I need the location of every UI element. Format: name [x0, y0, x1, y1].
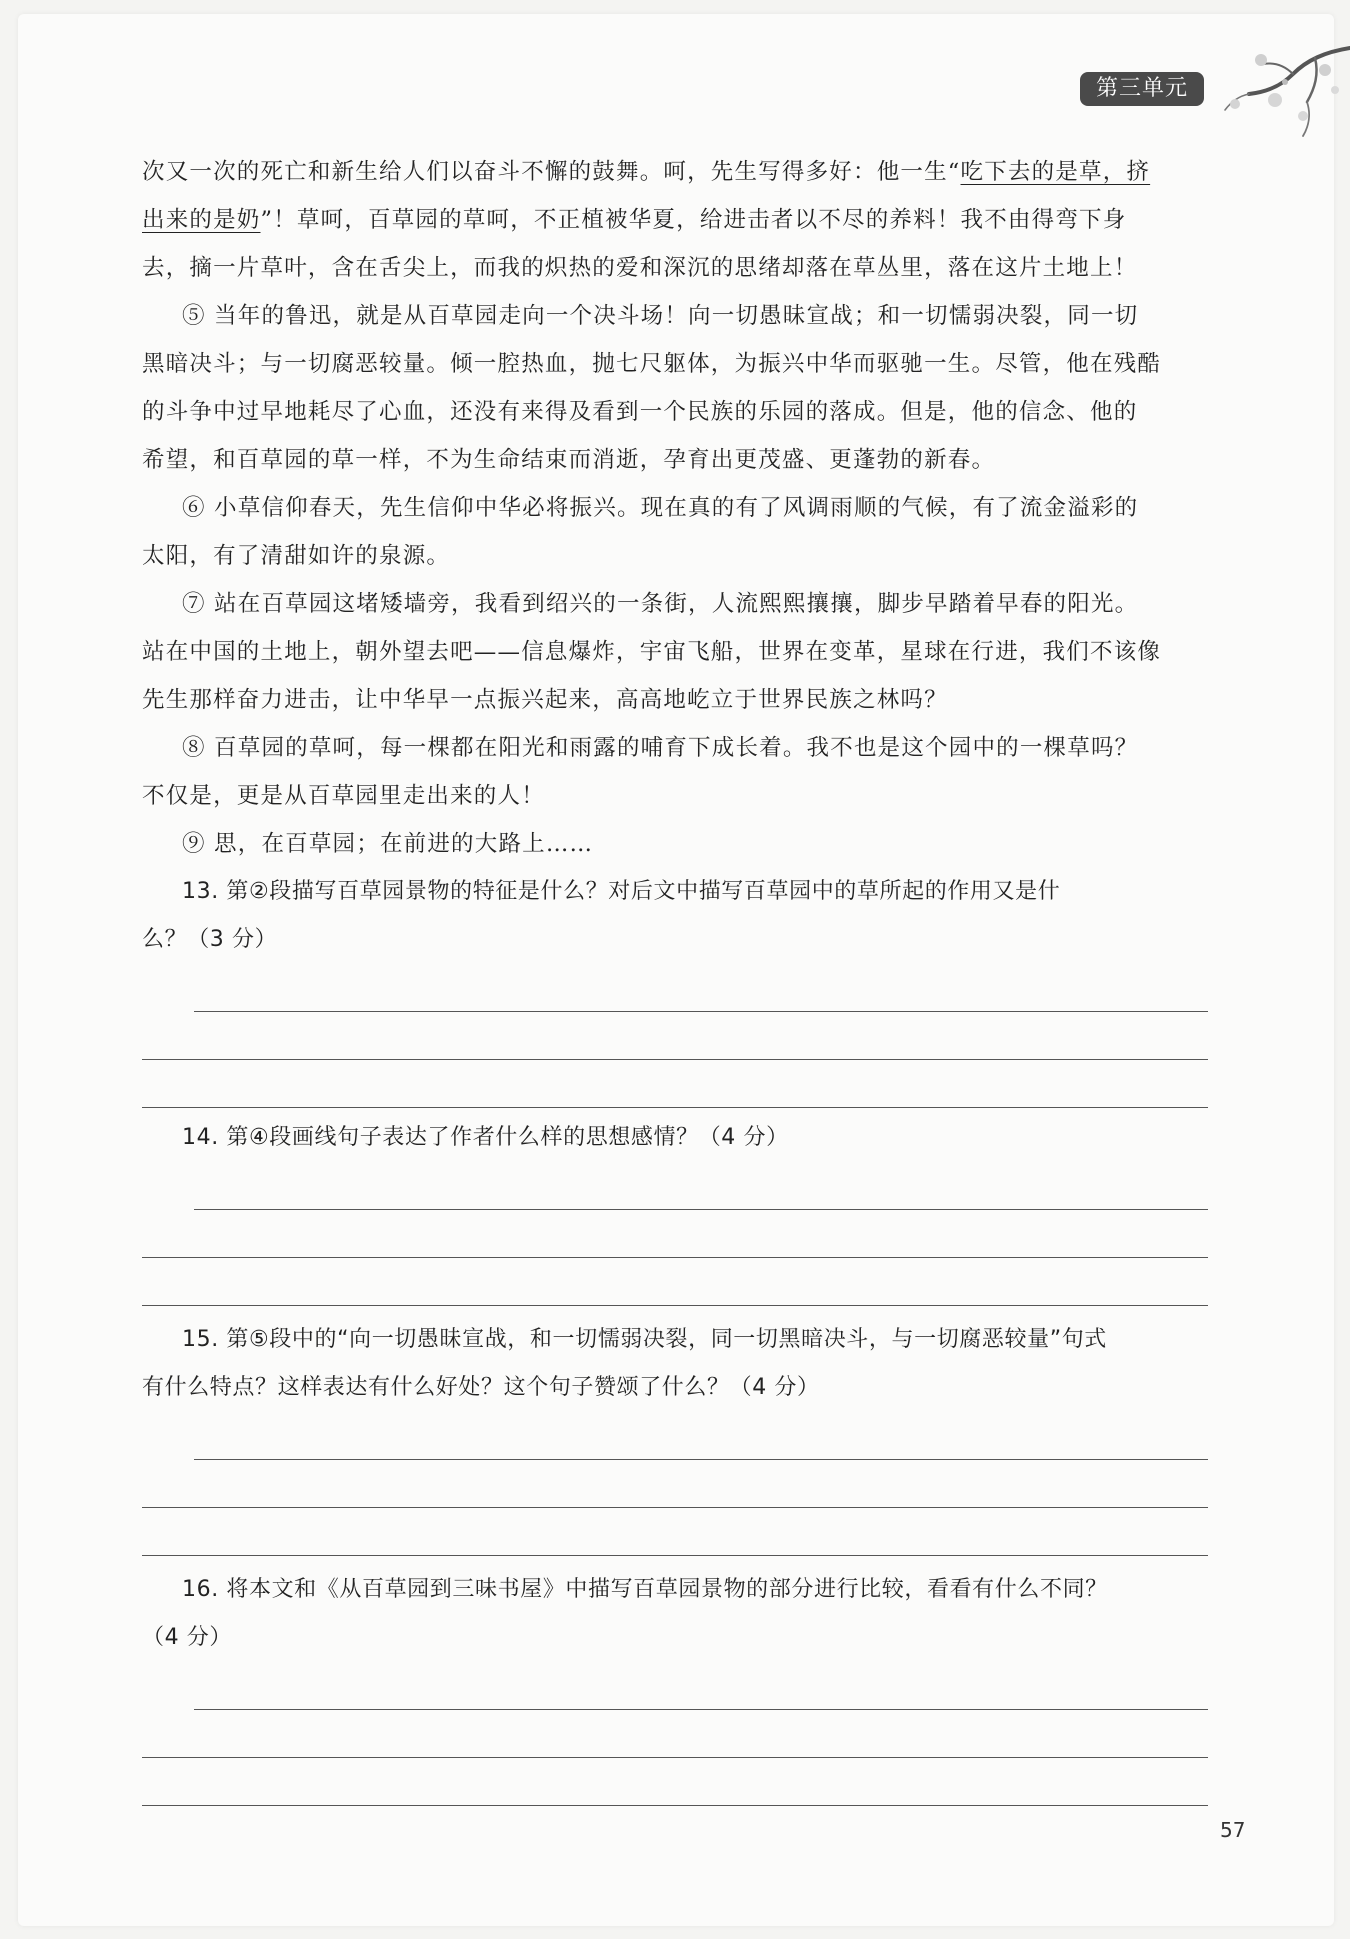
paragraph-5	[142, 292, 1208, 484]
question-text: 15. 第⑤段中的“向一切愚昧宣战，和一切懦弱决裂，同一切黑暗决斗，与一切腐恶较量”句式	[182, 1327, 1107, 1352]
paragraph-8	[142, 724, 1208, 820]
unit-badge: 第三单元	[1080, 72, 1204, 106]
answer-line[interactable]	[194, 1412, 1208, 1460]
plum-branch-icon	[1215, 30, 1350, 150]
answer-line[interactable]	[142, 1508, 1208, 1556]
paragraph-line: ⑧ 百草园的草呵，每一棵都在阳光和雨露的哺育下成长着。我不也是这个园中的一棵草吗？	[182, 735, 1139, 761]
question-text: （4 分）	[142, 1625, 232, 1650]
paragraph-line: 出来的是奶”！草呵，百草园的草呵，不正植被华夏，给进击者以不尽的养料！我不由得弯下身	[142, 207, 1127, 233]
paragraph-line: ⑨ 思，在百草园；在前进的大路上……	[182, 831, 594, 857]
answer-line[interactable]	[142, 1012, 1208, 1060]
paragraph-6	[142, 484, 1208, 580]
answer-line[interactable]	[142, 1060, 1208, 1108]
question-15	[142, 1316, 1208, 1556]
paragraph-line: 先生那样奋力进击，让中华早一点振兴起来，高高地屹立于世界民族之林吗？	[142, 687, 948, 713]
paragraph-line: 太阳，有了清甜如许的泉源。	[142, 543, 451, 569]
answer-line[interactable]	[194, 1162, 1208, 1210]
paragraph-line: 站在中国的土地上，朝外望去吧——信息爆炸，宇宙飞船，世界在变革，星球在行进，我们不该像	[142, 639, 1162, 665]
paragraph-line: 希望，和百草园的草一样，不为生命结束而消逝，孕育出更茂盛、更蓬勃的新春。	[142, 447, 996, 473]
paragraph-line: 的斗争中过早地耗尽了心血，还没有来得及看到一个民族的乐园的落成。但是，他的信念、他的	[142, 399, 1138, 425]
paragraph-4-tail	[142, 148, 1208, 292]
underlined-sentence: 出来的是奶	[142, 207, 261, 233]
answer-line[interactable]	[194, 1662, 1208, 1710]
question-text: 13. 第②段描写百草园景物的特征是什么？对后文中描写百草园中的草所起的作用又是什	[182, 879, 1061, 904]
paragraph-line: 黑暗决斗；与一切腐恶较量。倾一腔热血，抛七尺躯体，为振兴中华而驱驰一生。尽管，他在残酷	[142, 351, 1162, 377]
paragraph-line: ⑤ 当年的鲁迅，就是从百草园走向一个决斗场！向一切愚昧宣战；和一切懦弱决裂，同一切	[182, 303, 1139, 329]
question-text: 14. 第④段画线句子表达了作者什么样的思想感情？（4 分）	[182, 1125, 789, 1150]
answer-line[interactable]	[142, 1258, 1208, 1306]
answer-line[interactable]	[142, 1210, 1208, 1258]
paragraph-line: 次又一次的死亡和新生给人们以奋斗不懈的鼓舞。呵，先生写得多好：他一生“吃下去的是草，挤	[142, 159, 1151, 185]
paragraph-line: 不仅是，更是从百草园里走出来的人！	[142, 783, 545, 809]
question-text: 么？（3 分）	[142, 927, 278, 952]
answer-line[interactable]	[142, 1710, 1208, 1758]
answer-line[interactable]	[142, 1758, 1208, 1806]
paragraph-9	[142, 820, 1208, 868]
paragraph-line: ⑦ 站在百草园这堵矮墙旁，我看到绍兴的一条街，人流熙熙攘攘，脚步早踏着早春的阳光。	[182, 591, 1139, 617]
question-14	[142, 1114, 1208, 1306]
answer-line[interactable]	[194, 964, 1208, 1012]
answer-line[interactable]	[142, 1460, 1208, 1508]
paragraph-line: 去，摘一片草叶，含在舌尖上，而我的炽热的爱和深沉的思绪却落在草丛里，落在这片土地上！	[142, 255, 1138, 281]
content	[142, 148, 1208, 1806]
page-number: 57	[1220, 1818, 1246, 1842]
question-text: 16. 将本文和《从百草园到三味书屋》中描写百草园景物的部分进行比较，看看有什么不同？	[182, 1577, 1108, 1602]
paragraph-line: ⑥ 小草信仰春天，先生信仰中华必将振兴。现在真的有了风调雨顺的气候，有了流金溢彩的	[182, 495, 1139, 521]
question-16	[142, 1566, 1208, 1806]
underlined-sentence: 吃下去的是草，挤	[960, 159, 1151, 185]
question-text: 有什么特点？这样表达有什么好处？这个句子赞颂了什么？（4 分）	[142, 1375, 820, 1400]
paragraph-7	[142, 580, 1208, 724]
question-13	[142, 868, 1208, 1108]
